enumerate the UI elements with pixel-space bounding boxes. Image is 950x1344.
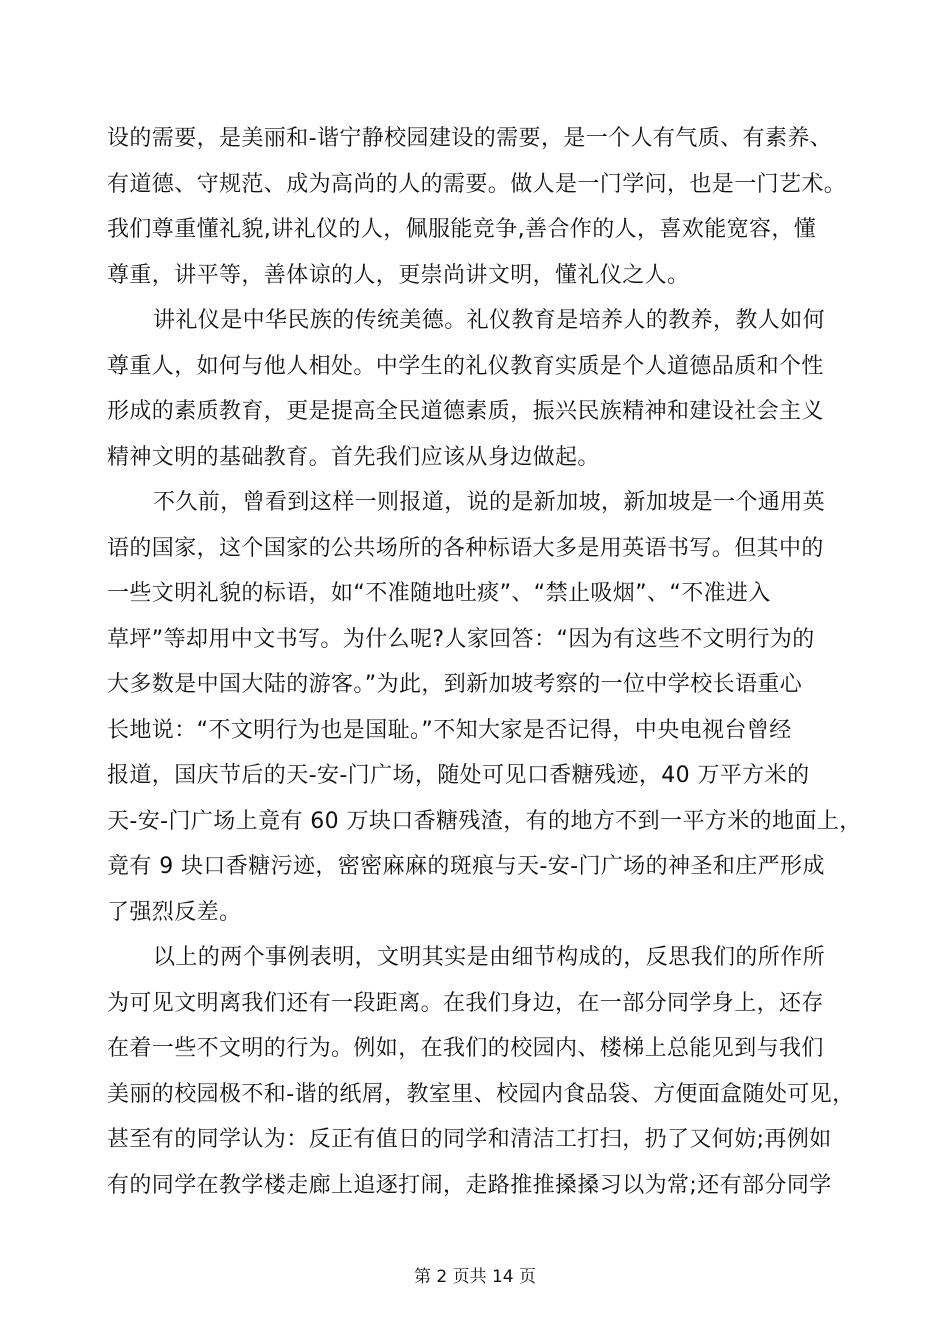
text-line: 讲礼仪是中华民族的传统美德。礼仪教育是培养人的教养，教人如何 <box>153 308 826 333</box>
text-line: 长地说：“不文明行为也是国耻。”不知大家是否记得，中央电视台曾经 <box>107 717 792 743</box>
text-line: 大多数是中国大陆的游客。”为此，到新加坡考察的一位中学校长语重心 <box>107 672 803 697</box>
text-line: 甚至有的同学认为：反正有值日的同学和清洁工打扫，扔了又何妨;再例如 <box>107 1127 832 1152</box>
text-line: 一些文明礼貌的标语，如“不准随地吐痰”、“禁止吸烟”、“不准进入 <box>107 581 771 606</box>
text-line: 美丽的校园极不和-谐的纸屑，教室里、校园内食品袋、方便面盒随处可见， <box>107 1081 855 1107</box>
body-text <box>107 116 862 1208</box>
text-line: 尊重人，如何与他人相处。中学生的礼仪教育实质是个人道德品质和个性 <box>107 353 824 379</box>
text-line: 语的国家，这个国家的公共场所的各种标语大多是用英语书写。但其中的 <box>107 535 824 561</box>
text-line: 精神文明的基础教育。首先我们应该从身边做起。 <box>107 444 600 470</box>
text-line: 在着一些不文明的行为。例如，在我们的校园内、楼梯上总能见到与我们 <box>107 1036 824 1061</box>
text-line: 有道德、守规范、成为高尚的人的需要。做人是一门学问，也是一门艺术。 <box>107 171 847 197</box>
text-line: 了强烈反差。 <box>107 899 242 925</box>
paragraph-2 <box>107 298 852 480</box>
text-line: 为可见文明离我们还有一段距离。在我们身边，在一部分同学身上，还存 <box>107 990 824 1016</box>
paragraph-4 <box>107 935 855 1208</box>
text-line: 有的同学在教学楼走廊上追逐打闹，走路推推搡搡习以为常;还有部分同学 <box>107 1172 832 1198</box>
text-line: 草坪”等却用中文书写。为什么呢?人家回答：“因为有这些不文明行为的 <box>107 626 815 652</box>
text-line: 以上的两个事例表明，文明其实是由细节构成的，反思我们的所作所 <box>153 945 826 970</box>
page-number-footer: 第 2 页共 14 页 <box>413 1267 537 1287</box>
text-line: 我们尊重懂礼貌,讲礼仪的人，佩服能竞争,善合作的人，喜欢能宽容，懂 <box>107 217 817 242</box>
text-line: 报道，国庆节后的天-安-门广场，随处可见口香糖残迹，40 万平方米的 <box>107 763 810 788</box>
text-line: 尊重，讲平等，善体谅的人，更崇尚讲文明，懂礼仪之人。 <box>107 262 690 288</box>
text-line: 天-安-门广场上竟有 60 万块口香糖残渣，有的地方不到一平方米的地面上， <box>107 808 862 834</box>
text-line: 竟有 9 块口香糖污迹，密密麻麻的斑痕与天-安-门广场的神圣和庄严形成 <box>107 854 825 879</box>
paragraph-1 <box>107 116 852 298</box>
paragraph-3 <box>107 480 862 935</box>
text-line: 形成的素质教育，更是提高全民道德素质，振兴民族精神和建设社会主义 <box>107 399 824 424</box>
text-line: 不久前，曾看到这样一则报道，说的是新加坡，新加坡是一个通用英 <box>153 490 826 515</box>
text-line: 设的需要，是美丽和-谐宁静校园建设的需要，是一个人有气质、有素养、 <box>107 126 833 151</box>
